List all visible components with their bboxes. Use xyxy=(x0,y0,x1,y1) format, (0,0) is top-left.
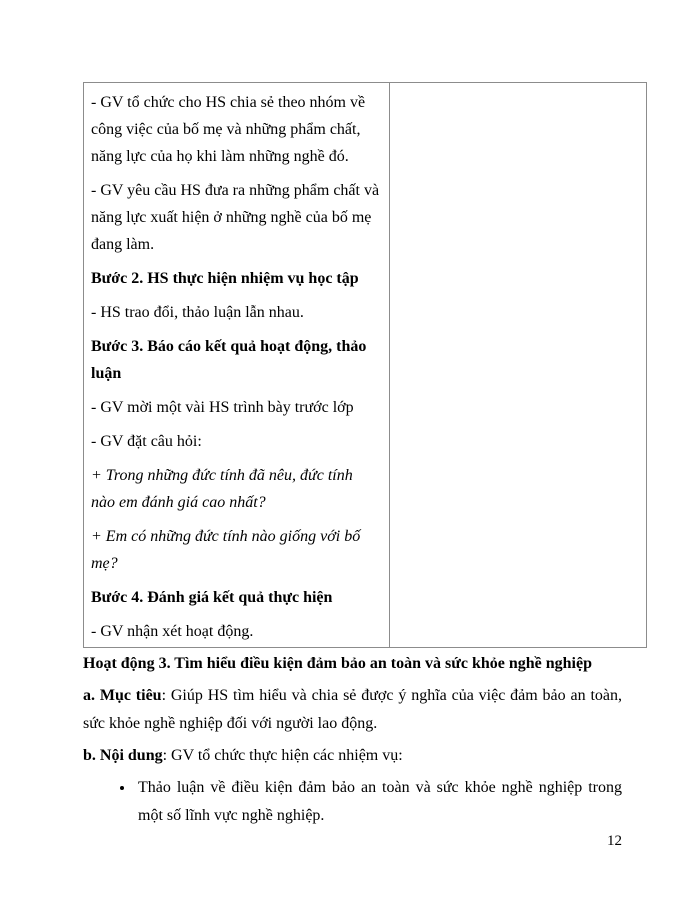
gv-request-paragraph: - GV yêu cầu HS đưa ra những phẩm chất và năng lực xuất hiện ở những nghề của bố mẹ đang làm. xyxy=(91,182,380,253)
objective-label: a. Mục tiêu xyxy=(83,687,162,704)
step-2-note: - HS trao đổi, thảo luận lẫn nhau. xyxy=(91,304,304,321)
task-list xyxy=(83,774,622,830)
step-3-question-intro: - GV đặt câu hỏi: xyxy=(91,433,202,450)
objective-paragraph xyxy=(83,682,622,738)
step-4-note: - GV nhận xét hoạt động. xyxy=(91,623,254,640)
activity-3-heading: Hoạt động 3. Tìm hiểu điều kiện đảm bảo an toàn và sức khỏe nghề nghiệp xyxy=(83,655,592,672)
discussion-question-2: + Em có những đức tính nào giống với bố mẹ? xyxy=(91,528,361,572)
empty-content-cell xyxy=(390,83,647,648)
page-number: 12 xyxy=(607,833,622,849)
discussion-question-1: + Trong những đức tính đã nêu, đức tính nào em đánh giá cao nhất? xyxy=(91,467,353,511)
objective-text: : Giúp HS tìm hiểu và chia sẻ được ý nghĩa của việc đảm bảo an toàn, sức khỏe nghề nghiệp đối với người lao động. xyxy=(83,687,622,732)
step-3-heading: Bước 3. Báo cáo kết quả hoạt động, thảo luận xyxy=(91,338,367,382)
content-paragraph xyxy=(83,742,622,770)
content-label: b. Nội dung xyxy=(83,747,163,764)
step-3-invite-line: - GV mời một vài HS trình bày trước lớp xyxy=(91,399,354,416)
table-row xyxy=(84,83,647,648)
content-text: : GV tổ chức thực hiện các nhiệm vụ: xyxy=(162,747,403,764)
lesson-plan-table xyxy=(83,82,647,648)
teacher-activities-cell xyxy=(84,83,390,648)
task-list-item: • Thảo luận về điều kiện đảm bảo an toàn và sức khỏe nghề nghiệp trong một số lĩnh vực nghề nghiệp. xyxy=(135,774,622,830)
gv-share-paragraph: - GV tổ chức cho HS chia sẻ theo nhóm về công việc của bố mẹ và những phẩm chất, năng lực của họ khi làm những nghề đó. xyxy=(91,94,366,165)
activity-3-section xyxy=(83,650,622,830)
step-4-heading: Bước 4. Đánh giá kết quả thực hiện xyxy=(91,589,333,606)
step-2-heading: Bước 2. HS thực hiện nhiệm vụ học tập xyxy=(91,270,359,287)
